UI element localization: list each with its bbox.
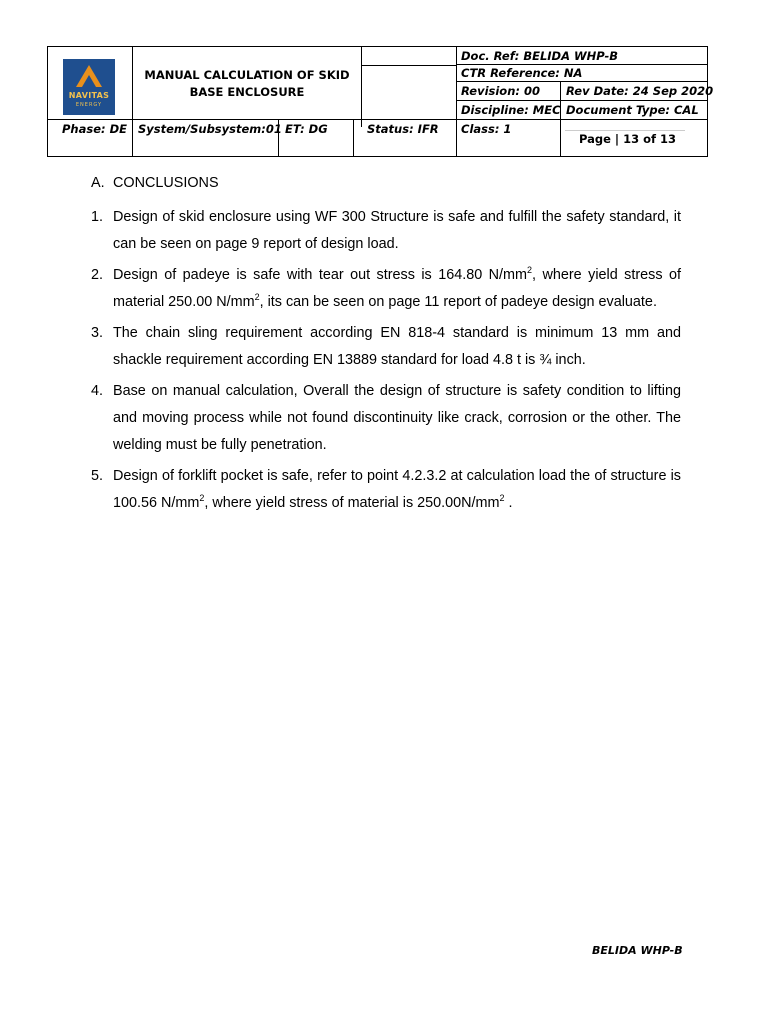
rev-date: Rev Date: 24 Sep 2020 [566, 84, 714, 98]
divider [456, 119, 707, 120]
logo-sub: ENERGY [75, 102, 103, 108]
document-type: Document Type: CAL [566, 103, 699, 117]
document-title: MANUAL CALCULATION OF SKID BASE ENCLOSURE [144, 68, 350, 99]
page-footer: BELIDA WHP-B [592, 944, 683, 957]
list-item: 5. Design of forklift pocket is safe, refer to point 4.2.3.2 at calculation load the of structure is 100.56 $N/mm^2$, where yield stress of material is $250.00N/mm^2$ . [91, 468, 681, 511]
discipline: Discipline: MEC [461, 103, 561, 117]
divider [456, 64, 707, 65]
section-heading: A. CONCLUSIONS [91, 175, 219, 191]
divider [456, 81, 707, 82]
document-body [91, 172, 681, 521]
conclusions-list [91, 204, 681, 517]
divider [132, 47, 133, 156]
doc-ref: Doc. Ref: BELIDA WHP-B [461, 49, 619, 63]
ctr-reference: CTR Reference: NA [461, 66, 583, 80]
company-logo [63, 59, 115, 115]
divider [353, 119, 354, 156]
phase: Phase: DE [62, 122, 128, 136]
class-field: Class: 1 [461, 122, 512, 136]
divider [48, 119, 456, 120]
logo-brand: NAVITAS [68, 91, 110, 100]
list-item: 1. Design of skid enclosure using WF 300 Structure is safe and fulfill the safety standard, it can be seen on page 9 report of design load. [91, 209, 681, 252]
divider [456, 100, 707, 101]
revision: Revision: 00 [461, 84, 541, 98]
document-header [47, 46, 714, 157]
system-subsystem: System/Subsystem:01 [138, 122, 282, 136]
list-item: 4. Base on manual calculation, Overall the design of structure is safety condition to lifting and moving process while not found discontinuity like crack, corrosion or the other. The welding must be fully penetration. [91, 383, 681, 453]
list-item: 2. Design of padeye is safe with tear out stress is 164.80 $N/mm^2$, where yield stress of material 250.00 $N/mm^2$, its can be seen on page 11 report of padeye design evaluate. [91, 265, 681, 310]
status-field: Status: IFR [367, 122, 439, 136]
page-number: Page | 13 of 13 [579, 132, 677, 146]
divider [361, 65, 456, 66]
list-item: 3. The chain sling requirement according EN 818-4 standard is minimum 13 mm and shackle requirement according EN 13889 standard for load 4.8 t is ¾ inch. [91, 325, 681, 368]
divider [565, 130, 685, 131]
et-field: ET: DG [285, 122, 328, 136]
